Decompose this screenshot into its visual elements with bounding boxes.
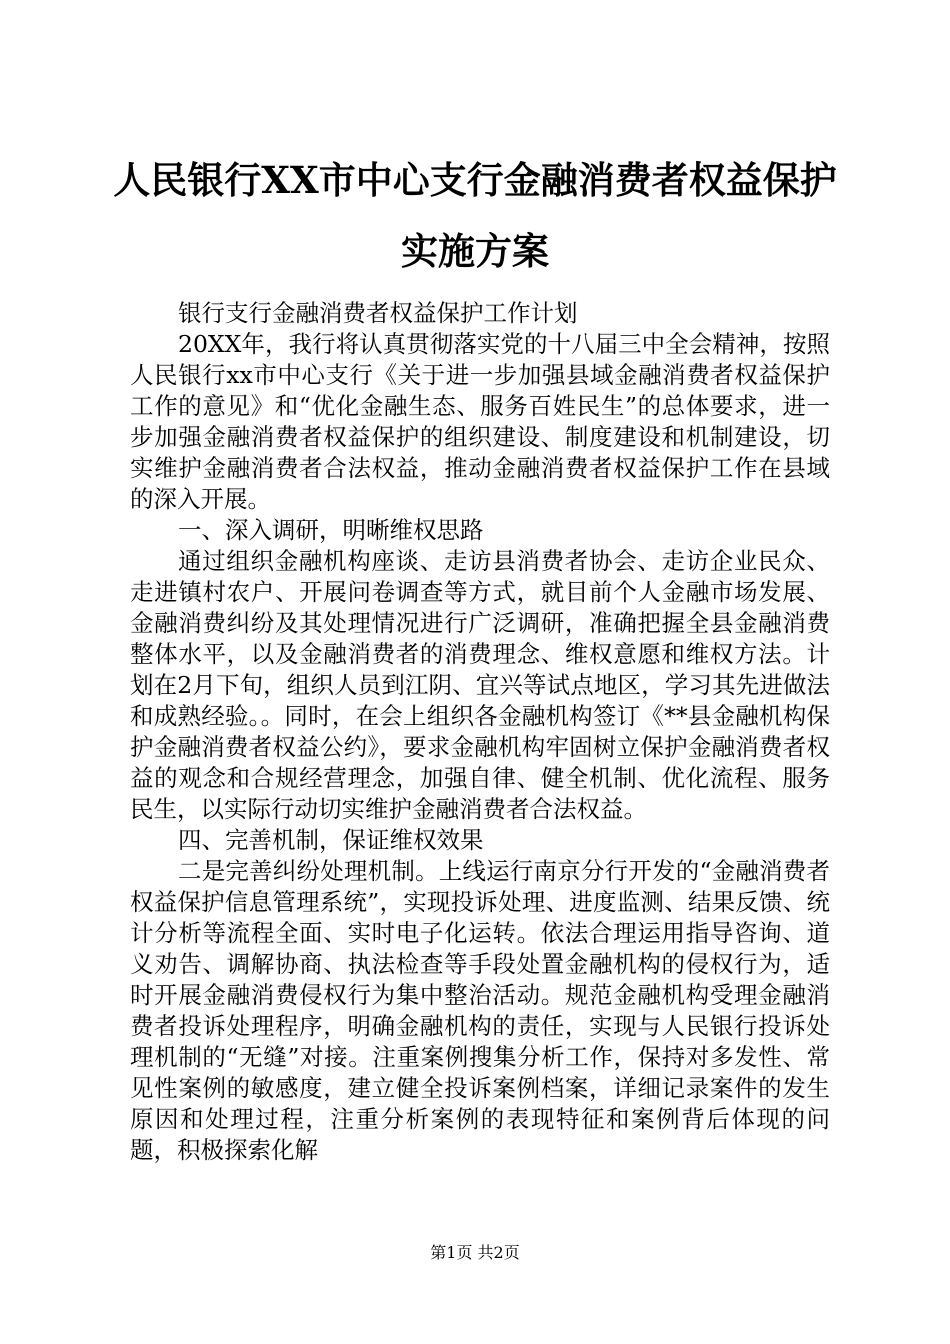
title-line-1: 人民银行XX市中心支行金融消费者权益保护 xyxy=(113,158,837,202)
section-heading-4: 四、完善机制，保证维权效果 xyxy=(178,826,484,854)
paragraph-intro: 20XX年，我行将认真贯彻落实党的十八届三中全会精神，按照人民银行xx市中心支行《关于进一步加强县域金融消费者权益保护工作的意见》和“优化金融生态、服务百姓民生”的总体要求，进一步加强金融消费者权益保护的组织建设、制度建设和机制建设，切实维护金融消费者合法权益，推动金融消费者权益保护工作在县域的深入开展。 xyxy=(130,330,830,513)
section-heading-1: 一、深入调研，明晰维权思路 xyxy=(178,516,484,544)
title-line-2: 实施方案 xyxy=(401,229,549,273)
paragraph-subtitle: 银行支行金融消费者权益保护工作计划 xyxy=(178,299,578,327)
paragraph-mechanism: 二是完善纠纷处理机制。上线运行南京分行开发的“金融消费者权益保护信息管理系统”，实现投诉处理、进度监测、结果反馈、统计分析等流程全面、实时电子化运转。依法合理运用指导咨询、道义劝告、调解协商、执法检查等手段处置金融机构的侵权行为，适时开展金融消费侵权行为集中整治活动。规范金融机构受理金融消费者投诉处理程序，明确金融机构的责任，实现与人民银行投诉处理机制的“无缝”对接。注重案例搜集分析工作，保持对多发性、常见性案例的敏感度，建立健全投诉案例档案，详细记录案件的发生原因和处理过程，注重分析案例的表现特征和案例背后体现的问题，积极探索化解 xyxy=(130,857,830,1164)
paragraph-research: 通过组织金融机构座谈、走访县消费者协会、走访企业民众、走进镇村农户、开展问卷调查等方式，就目前个人金融市场发展、金融消费纠纷及其处理情况进行广泛调研，准确把握全县金融消费整体水平，以及金融消费者的消费理念、维权意愿和维权方法。计划在2月下旬，组织人员到江阴、宜兴等试点地区，学习其先进做法和成熟经验。。同时，在会上组织各金融机构签订《**县金融机构保护金融消费者权益公约》，要求金融机构牢固树立保护金融消费者权益的观念和合规经营理念，加强自律、健全机制、优化流程、服务民生，以实际行动切实维护金融消费者合法权益。 xyxy=(130,547,830,823)
page-footer: 第1页 共2页 xyxy=(430,1243,520,1262)
document-body xyxy=(130,298,830,1166)
document-title xyxy=(0,160,950,271)
